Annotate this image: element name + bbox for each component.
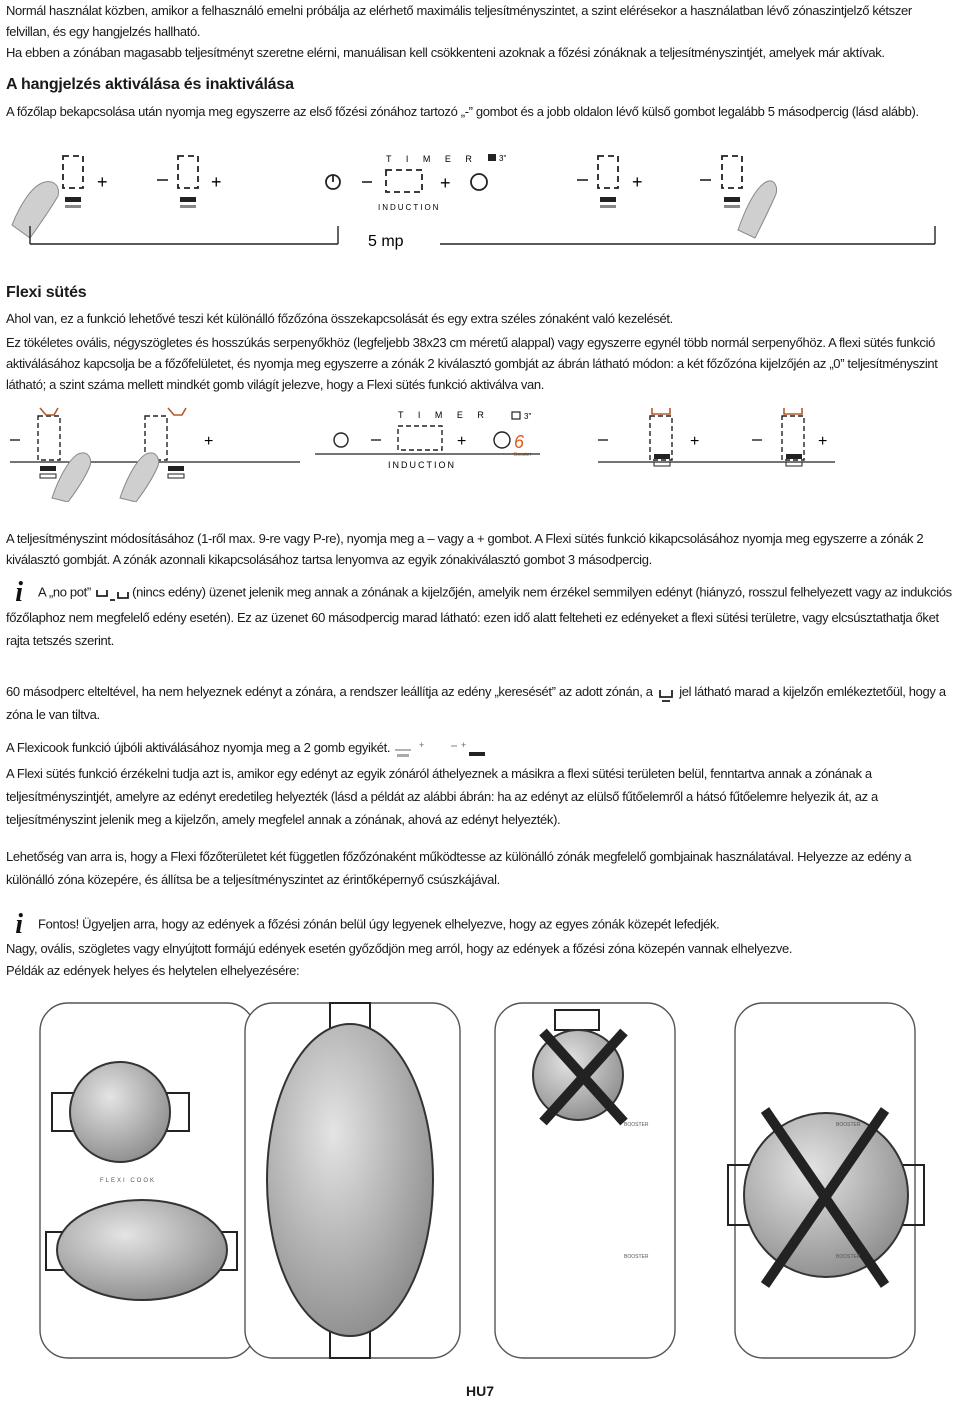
example-correct-1 bbox=[40, 1003, 255, 1358]
beep-heading: A hangjelzés aktiválása és inaktiválása bbox=[6, 76, 294, 93]
svg-text:BOOSTER: BOOSTER bbox=[836, 1122, 861, 1128]
flexi-power-icon bbox=[334, 433, 348, 447]
example-incorrect-2 bbox=[728, 1003, 924, 1358]
power-change-paragraph: A teljesítményszint módosításához (1-ről max. 9-re vagy P-re), nyomja meg a – vagy a + gombot. A Flexi sütés funkció kikapcsolásához nyomja meg egyszerre a zónák 2 kiválasztó gombját. A zónák azonnali kikapcsolásához tartsa lenyomva az egyik zónakiválasztó gombot 3 másodpercig. bbox=[6, 531, 924, 567]
important-paragraph: i Fontos! Ügyeljen arra, hogy az edények a főzési zónán belül úgy legyenek elhelyezve, hogy az egyes zónák közepét lefedjék. bbox=[6, 912, 956, 938]
boost-icon bbox=[471, 174, 487, 190]
duration-caption: 5 mp bbox=[368, 233, 404, 250]
induction-label: INDUCTION bbox=[378, 203, 441, 212]
no-pot-symbol-icon bbox=[94, 586, 132, 600]
timer-label: T I M E R bbox=[386, 154, 478, 164]
svg-text:+: + bbox=[457, 433, 467, 450]
svg-text:+: + bbox=[461, 739, 467, 750]
finger-right bbox=[738, 181, 777, 238]
beep-paragraph: A főzőlap bekapcsolása után nyomja meg egyszerre az első főzési zónához tartozó „-” gombot és a jobb oldalon lévő külső gombot legalább 5 másodpercig (lásd alább). bbox=[6, 104, 919, 119]
round-pot bbox=[70, 1062, 170, 1162]
svg-text:+: + bbox=[97, 172, 108, 192]
flexi-boost-icon bbox=[494, 432, 510, 448]
finger-pair bbox=[52, 453, 159, 502]
flexi-activation-paragraph: Ez tökéletes ovális, négyszögletes és hosszúkás serpenyőkhöz (legfeljebb 38x23 cm méretű alappal) vagy egyszerre egynél több normál serpenyőhöz. A flexi sütés funkció aktiválásához kapcsolja be a főzőfelületet, és nyomja meg egyszerre a zónák 2 kiválasztó gombját az ábrán látható módon: a két főzőzóna kijelzőjén az „0” teljesítményszint látható; a szint száma mellett mindkét gomb világít jelezve, hogy a Flexi sütés funkció aktiválva van. bbox=[6, 335, 938, 392]
flexi-timer-panel bbox=[315, 410, 540, 470]
svg-text:+: + bbox=[818, 433, 828, 450]
placement-examples-figure bbox=[0, 1000, 960, 1370]
flexi-timer-label: T I M E R bbox=[398, 410, 490, 420]
flexi-heading: Flexi sütés bbox=[6, 284, 87, 301]
important-info-icon: i bbox=[15, 909, 23, 940]
oval-pot bbox=[57, 1200, 227, 1300]
move-pot-paragraph: A Flexi sütés funkció érzékelni tudja azt is, amikor egy edényt az egyik zónáról áthelyeznek a másikra a flexi sütési területen belül, fenntartva annak a zónának a teljesítményszintjét, amelyre az edényt eredetileg helyezték (lásd a példát az alábbi ábrán: ha az edényt az elülső fűtőelemről a hátsó fűtőelemre helyezik át, az a teljesítményszint jelenik meg a kijelzőn, amely megfelel annak a zónának, ahová az edényt helyezték). bbox=[6, 766, 878, 827]
zone-display-1 bbox=[63, 156, 108, 208]
svg-text:BOOSTER: BOOSTER bbox=[836, 1254, 861, 1260]
svg-text:FLEXI COOK: FLEXI COOK bbox=[100, 1178, 157, 1184]
no-pot-paragraph: i A „no pot” (nincs edény) üzenet jelenik meg annak a zónának a kijelzőjén, amelyik nem érzékel semmilyen edényt (hiányzó, rosszul felhelyezett vagy az indukciós főzőlaphoz nem megfelelő edény esetén). Ez az üzenet 60 másodpercig marad látható: ezen idő alatt felteheti ez edényeket a flexi sütési területre, vagy elcsúsztathatja őket rajta tetszés szerint. bbox=[6, 577, 952, 648]
svg-text:Booster: Booster bbox=[514, 452, 532, 458]
svg-text:+: + bbox=[211, 172, 222, 192]
zone-display-4 bbox=[700, 156, 742, 208]
button-pair-icon bbox=[393, 740, 493, 758]
large-pots-paragraph: Nagy, ovális, szögletes vagy elnyújtott formájú edények esetén győződjön meg arról, hogy az edények a főzési zóna közepén vannak elhelyezve. bbox=[6, 941, 793, 956]
info-icon: i bbox=[15, 577, 23, 608]
svg-text:BOOSTER: BOOSTER bbox=[624, 1122, 649, 1128]
finger-left bbox=[12, 182, 58, 238]
svg-text:BOOSTER: BOOSTER bbox=[624, 1254, 649, 1260]
examples-intro-paragraph: Példák az edények helyes és helytelen elhelyezésére: bbox=[6, 963, 300, 978]
flexi-activation-figure bbox=[0, 402, 960, 502]
timer-panel bbox=[326, 154, 506, 212]
independent-zones-paragraph: Lehetőség van arra is, hogy a Flexi főzőterületet két független főzőzónaként működtesse az különálló zónák megfelelő gombjainak használatával. Helyezze az edény a különálló zóna közepére, és állítsa be a teljesítményszintet az érintőképernyő csúszkájával. bbox=[6, 849, 912, 887]
flexi-zone-right bbox=[598, 408, 835, 466]
svg-text:6: 6 bbox=[514, 432, 525, 452]
flexi-intro-paragraph: Ahol van, ez a funkció lehetővé teszi két különálló főzőzóna összekapcsolását és egy extra széles zónaként való kezelését. bbox=[6, 311, 673, 326]
pot-symbol-icon bbox=[656, 686, 676, 700]
example-incorrect-1 bbox=[495, 1003, 675, 1358]
svg-text:3": 3" bbox=[499, 154, 507, 163]
svg-text:+: + bbox=[690, 433, 700, 450]
svg-text:3": 3" bbox=[524, 412, 532, 421]
intro-paragraph: Normál használat közben, amikor a felhasználó emelni próbálja az elérhető maximális teljesítményszintet, a szint elérésekor a használatban lévő zónaszintjelző kétszer felvillan, és egy hangjelzés hallható. bbox=[6, 3, 912, 39]
long-oval-pot bbox=[267, 1024, 433, 1336]
beep-activation-figure bbox=[0, 140, 960, 260]
power-paragraph: Ha ebben a zónában magasabb teljesítményt szeretne elérni, manuálisan kell csökkenteni azoknak a főzési zónáknak a teljesítményszintjét, amelyek már aktívak. bbox=[6, 45, 885, 60]
reactivate-paragraph: A Flexicook funkció újbóli aktiválásához nyomja meg a 2 gomb egyikét. + + bbox=[6, 737, 956, 758]
flexi-induction-label: INDUCTION bbox=[388, 460, 456, 470]
example-correct-2 bbox=[245, 1003, 460, 1358]
svg-text:+: + bbox=[204, 433, 214, 450]
zone-display-3 bbox=[577, 156, 643, 208]
svg-text:+: + bbox=[419, 739, 425, 750]
no-pot-timeout-paragraph: 60 másodperc elteltével, ha nem helyeznek edényt a zónára, a rendszer leállítja az edény „keresését” az adott zónán, a jel látható marad a kijelzőn emlékeztetőül, hogy a zóna le van tiltva. bbox=[6, 684, 946, 722]
page-number: HU7 bbox=[465, 1383, 494, 1399]
svg-text:+: + bbox=[440, 173, 451, 193]
lock-icon bbox=[488, 154, 496, 161]
svg-text:+: + bbox=[632, 172, 643, 192]
duration-bracket bbox=[30, 226, 935, 250]
flexi-lock-icon bbox=[512, 412, 520, 419]
zone-display-2 bbox=[157, 156, 222, 208]
